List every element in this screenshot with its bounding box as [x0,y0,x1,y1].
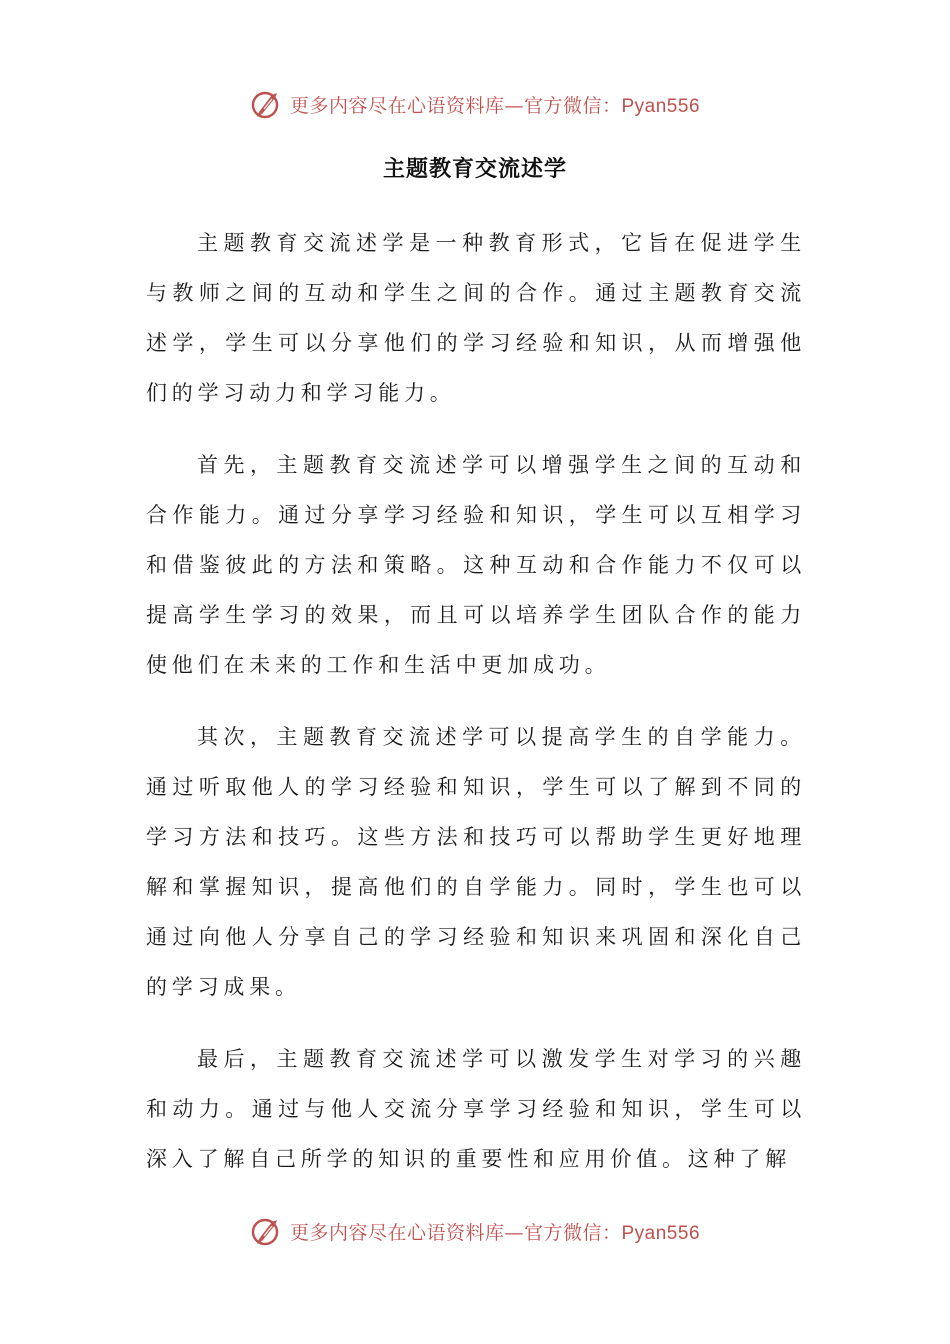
wechat-id: Pyan556 [621,1222,701,1244]
document-body [146,218,806,1206]
wechat-id: Pyan556 [621,95,701,117]
paragraph-4: 最后，主题教育交流述学可以激发学生对学习的兴趣和动力。通过与他人交流分享学习经验和知识，学生可以深入了解自己所学的知识的重要性和应用价值。这种了解 [146,1047,806,1171]
pen-nib-circle-icon [250,1214,284,1248]
paragraph-1: 主题教育交流述学是一种教育形式，它旨在促进学生与教师之间的互动和学生之间的合作。通过主题教育交流述学，学生可以分享他们的学习经验和知识，从而增强他们的学习动力和学习能力。 [146,231,806,405]
document-title: 主题教育交流述学 [382,156,567,182]
header-banner [0,84,950,124]
banner-text: 更多内容尽在心语资料库—官方微信：Pyan556 [289,94,701,117]
paragraph-2: 首先，主题教育交流述学可以增强学生之间的互动和合作能力。通过分享学习经验和知识，学生可以互相学习和借鉴彼此的方法和策略。这种互动和合作能力不仅可以提高学生学习的效果，而且可以培养学生团队合作的能力使他们在未来的工作和生活中更加成功。 [146,453,806,677]
pen-nib-circle-icon [250,87,284,121]
paragraph-3: 其次，主题教育交流述学可以提高学生的自学能力。通过听取他人的学习经验和知识，学生可以了解到不同的学习方法和技巧。这些方法和技巧可以帮助学生更好地理解和掌握知识，提高他们的自学能力。同时，学生也可以通过向他人分享自己的学习经验和知识来巩固和深化自己的学习成果。 [146,725,806,999]
banner-text: 更多内容尽在心语资料库—官方微信：Pyan556 [289,1221,701,1244]
footer-banner [0,1211,950,1251]
